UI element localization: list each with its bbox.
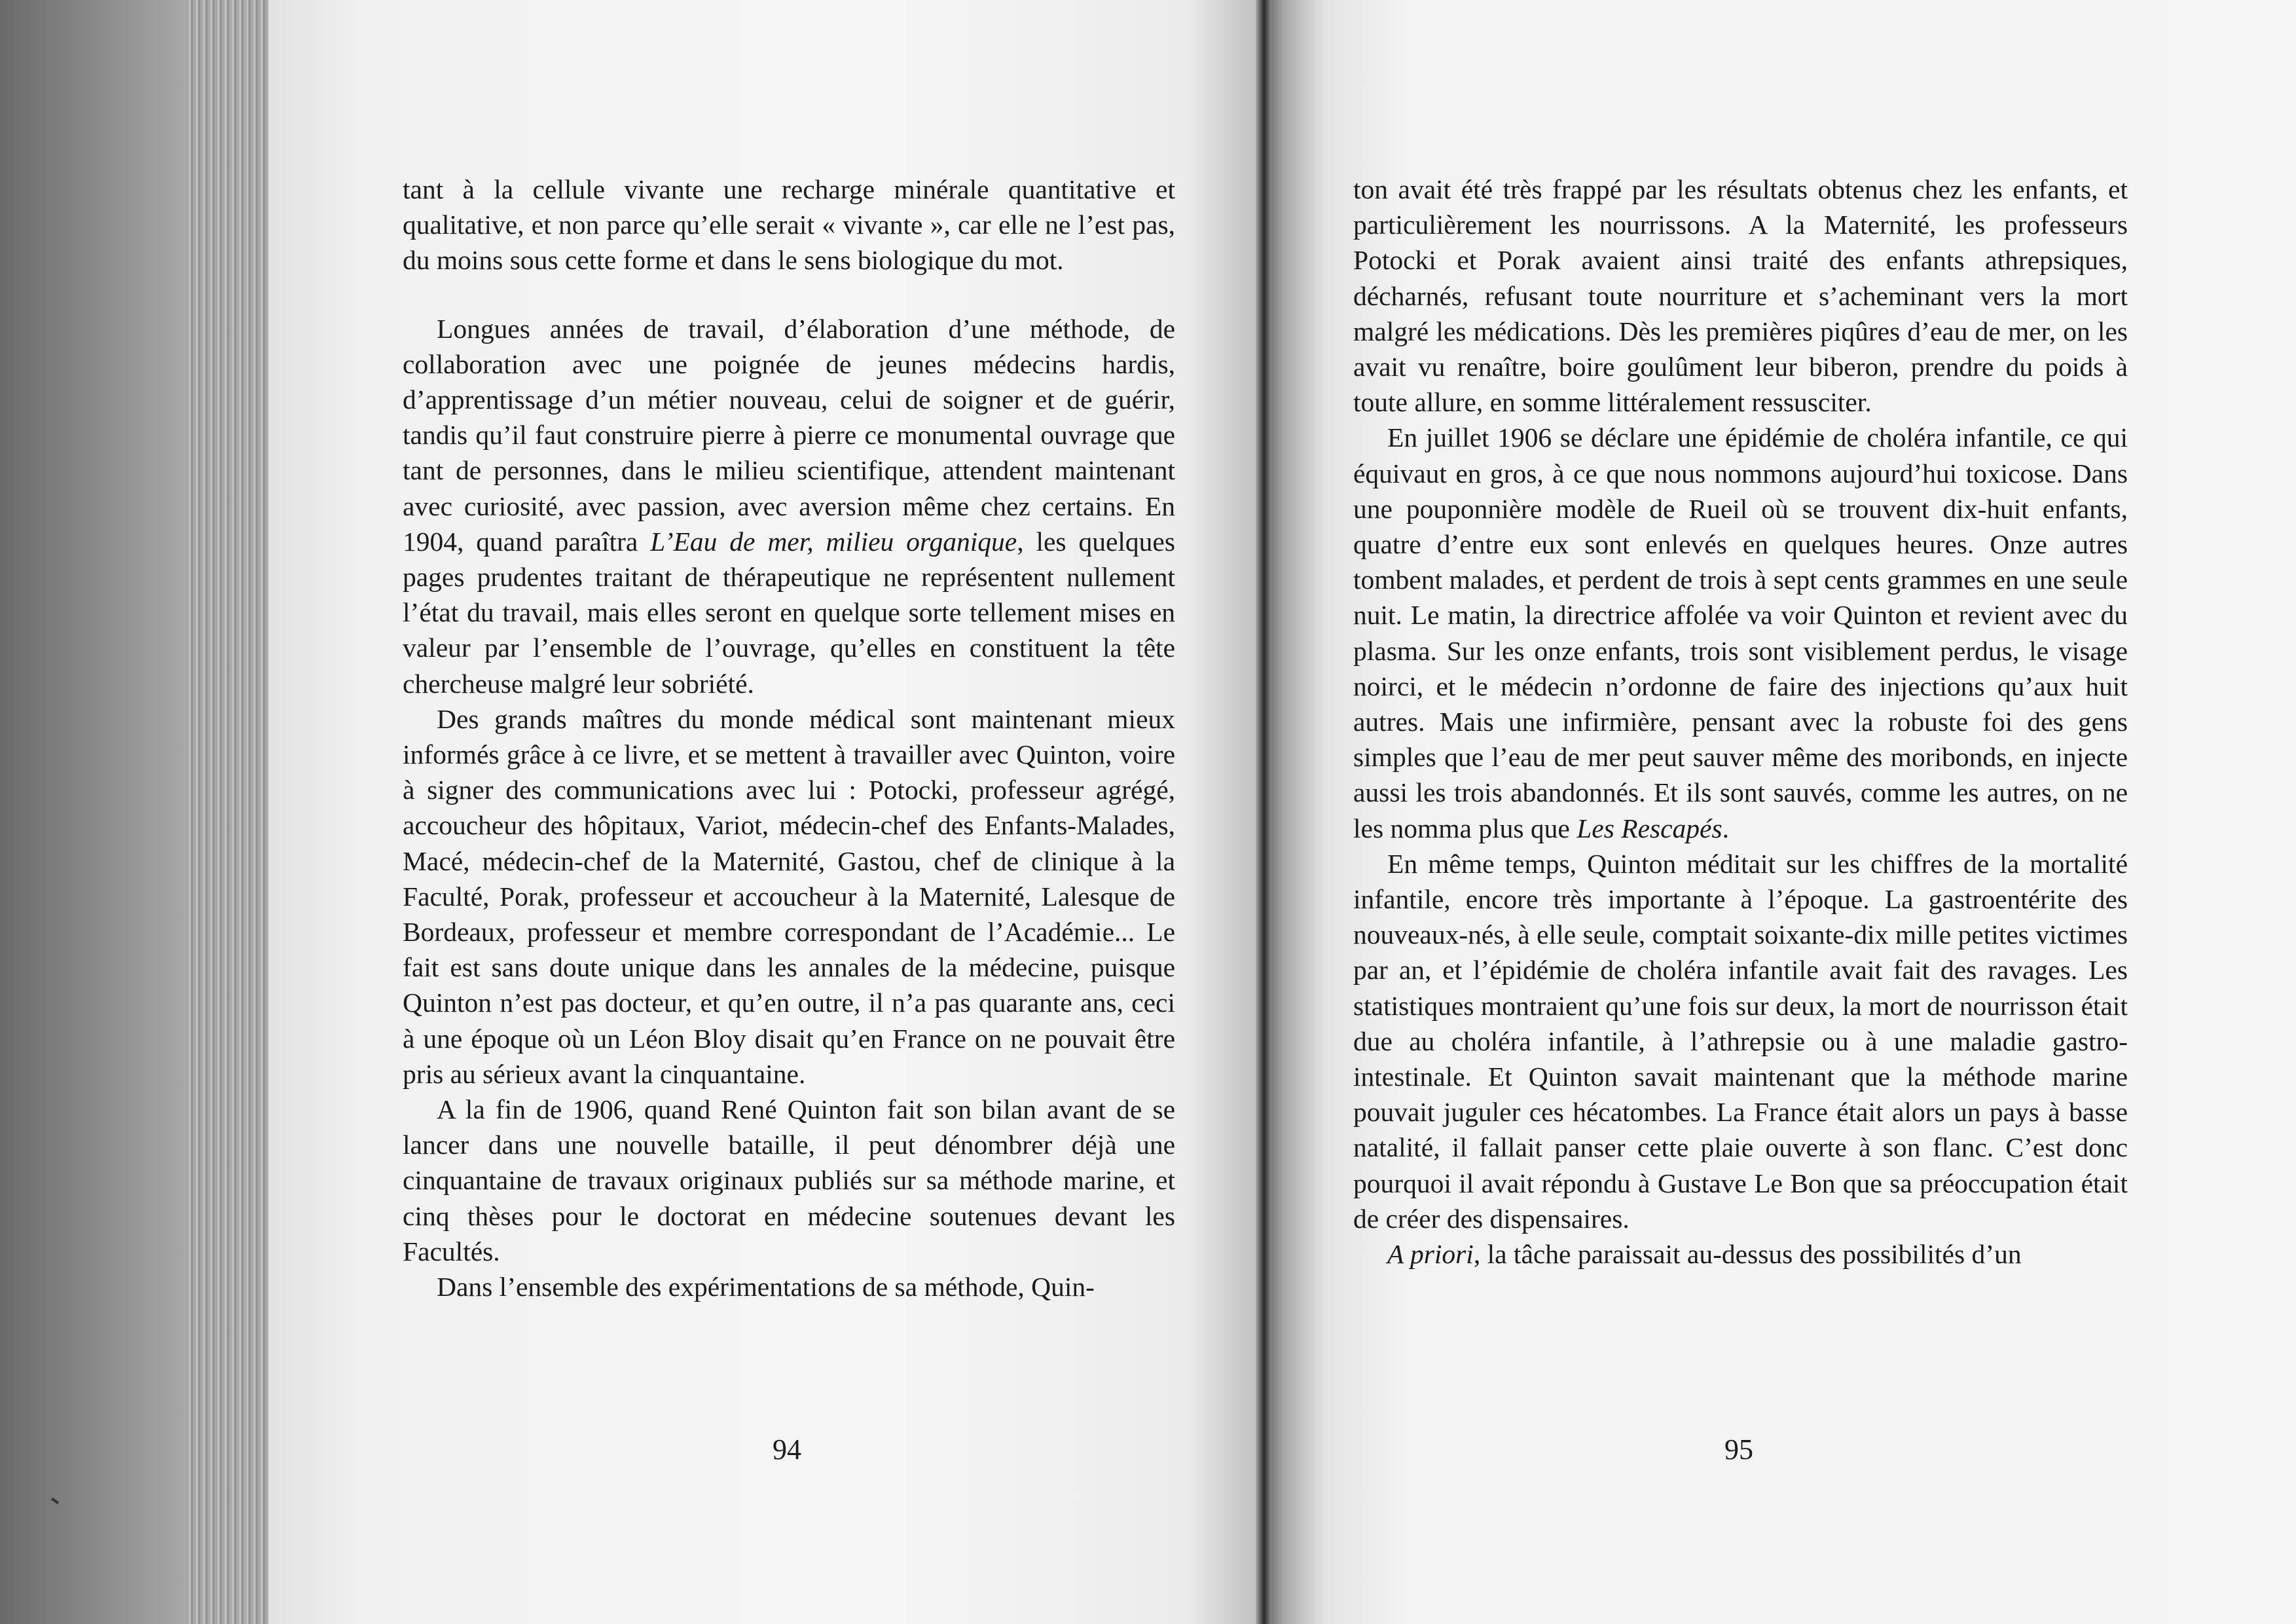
book-page-edges xyxy=(0,0,268,1624)
left-page xyxy=(268,0,1264,1624)
latin-phrase: A priori xyxy=(1387,1239,1474,1270)
text-run: , la tâche paraissait au-dessus des possibilités d’un xyxy=(1473,1239,2022,1270)
text-run: , les quelques pages prudentes traitant de thérapeutique ne représentent nullement l’état du travail, mais elles seront en quelque sorte tellement mises en valeur par l’ensemble de l’ouvrage, qu’elles en constituent la tête chercheuse malgré leur sobriété. xyxy=(403,526,1175,699)
text-run: . xyxy=(1722,813,1729,843)
right-page-text xyxy=(1353,172,2128,1272)
paragraph: ton avait été très frappé par les résultats obtenus chez les enfants, et particulièrement les nourrissons. A la Maternité, les professeurs Potocki et Porak avaient ainsi traité des enfants athrepsiques, décharnés, refusant toute nourriture et s’acheminant vers la mort malgré les médications. Dès les premières piqûres d’eau de mer, on les avait vu renaître, boire goulûment leur biberon, prendre du poids à toute allure, en somme littéralement ressusciter. xyxy=(1353,174,2128,418)
page-number: 94 xyxy=(773,1433,801,1466)
book-title: L’Eau de mer, milieu organique xyxy=(650,526,1017,557)
paragraph: Dans l’ensemble des expérimentations de sa méthode, Quin- xyxy=(437,1272,1095,1302)
paragraph: En même temps, Quinton méditait sur les chiffres de la mortalité infantile, encore très importante à l’époque. La gastroentérite des nouveaux-nés, à elle seule, comptait soixante-dix mille petites victimes par an, et l’épidémie de choléra infantile avait fait des ravages. Les statistiques montraient qu’une fois sur deux, la mort de nourrisson était due au choléra infantile, à l’athrepsie ou à une maladie gastro-intestinale. Et Quinton savait maintenant que la méthode marine pouvait juguler ces hécatombes. La France était alors un pays à basse natalité, il fallait panser cette plaie ouverte à son flanc. C’est donc pourquoi il avait répondu à Gustave Le Bon que sa préoccupation était de créer des dispensaires. xyxy=(1353,848,2128,1234)
nickname: Les Rescapés xyxy=(1576,813,1722,843)
right-page xyxy=(1264,0,2296,1624)
paragraph xyxy=(403,311,1175,701)
paragraph xyxy=(1353,420,2128,845)
book-gutter xyxy=(1256,0,1271,1624)
paragraph xyxy=(1353,1236,2128,1272)
text-run: Longues années de travail, d’élaboration d’une méthode, de collaboration avec une poignée de jeunes médecins hardis, d’apprentissage d’un métier nouveau, celui de soigner et de guérir, tandis qu’il faut construire pierre à pierre ce monumental ouvrage que tant de personnes, dans le milieu scientifique, attendent maintenant avec curiosité, avec passion, avec aversion même chez certains. En 1904, quand paraîtra xyxy=(403,313,1175,557)
left-page-text xyxy=(403,172,1175,1304)
paragraph: tant à la cellule vivante une recharge minérale quantitative et qualitative, et non parce qu’elle serait « vivante », car elle ne l’est pas, du moins sous cette forme et dans le sens biologique du mot. xyxy=(403,174,1175,276)
text-run: En juillet 1906 se déclare une épidémie de choléra infantile, ce qui équivaut en gros, à ce que nous nommons aujourd’hui toxicose. Dans une pouponnière modèle de Rueil où se trouvent dix-huit enfants, quatre d’entre eux sont enlevés en quelques heures. Onze autres tombent malades, et perdent de trois à sept cents grammes en une seule nuit. Le matin, la directrice affolée va voir Quinton et revient avec du plasma. Sur les onze enfants, trois sont visiblement perdus, le visage noirci, et le médecin n’ordonne de faire des injections qu’aux huit autres. Mais une infirmière, pensant avec la robuste foi des gens simples que l’eau de mer peut sauver même des moribonds, en injecte aussi les trois abandonnés. Et ils sont sauvés, comme les autres, on ne les nomma plus que xyxy=(1353,422,2128,843)
paragraph: A la fin de 1906, quand René Quinton fait son bilan avant de se lancer dans une nouvelle bataille, il peut dénombrer déjà une cinquantaine de travaux originaux publiés sur sa méthode marine, et cinq thèses pour le doctorat en médecine soutenues devant les Facultés. xyxy=(403,1094,1175,1266)
paragraph: Des grands maîtres du monde médical sont maintenant mieux informés grâce à ce livre, et se mettent à travailler avec Quinton, voire à signer des communications avec lui : Potocki, professeur agrégé, accoucheur des hôpitaux, Variot, médecin-chef des Enfants-Malades, Macé, médecin-chef de la Maternité, Gastou, chef de clinique à la Faculté, Porak, professeur et accoucheur à la Maternité, Lalesque de Bordeaux, professeur et membre correspondant de l’Académie... Le fait est sans doute unique dans les annales de la médecine, puisque Quinton n’est pas docteur, et qu’en outre, il n’a pas quarante ans, ceci à une époque où un Léon Bloy disait qu’en France on ne pouvait être pris au sérieux avant la cinquantaine. xyxy=(403,703,1175,1089)
page-number: 95 xyxy=(1724,1433,1753,1466)
